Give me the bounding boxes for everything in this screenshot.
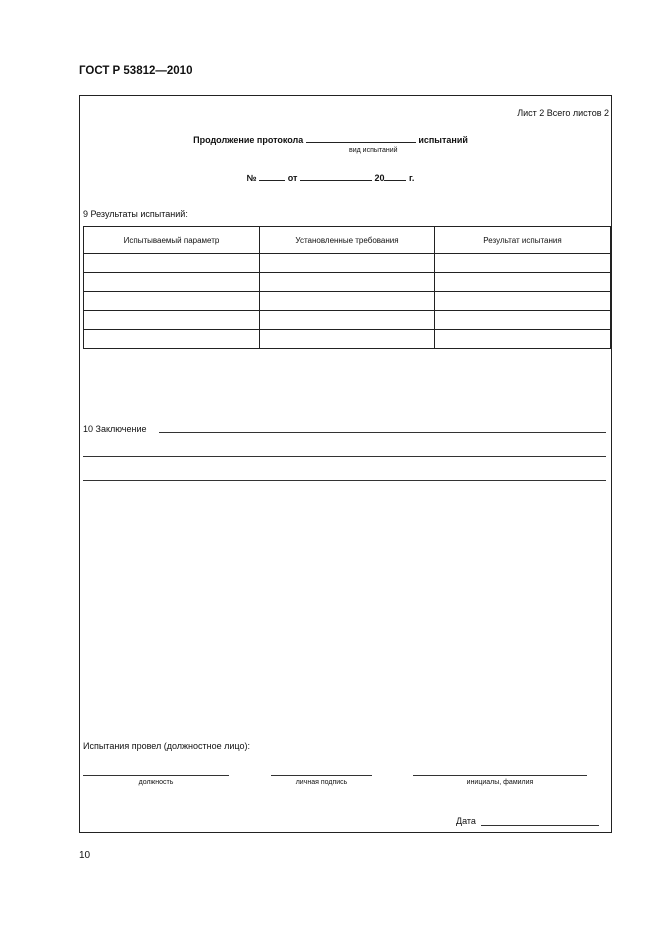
- table-row: [84, 330, 611, 349]
- conclusion-line-3[interactable]: [83, 480, 606, 481]
- sheet-info: Лист 2 Всего листов 2: [517, 108, 609, 118]
- initials-line[interactable]: [413, 775, 587, 776]
- table-row: [84, 273, 611, 292]
- date-label: Дата: [456, 816, 476, 826]
- year-blank[interactable]: [384, 172, 406, 181]
- table-cell[interactable]: [84, 273, 260, 292]
- protocol-title: [0, 134, 661, 145]
- number-label: №: [246, 173, 257, 183]
- section-10-heading: 10 Заключение: [83, 424, 147, 434]
- conclusion-line-1[interactable]: [159, 432, 606, 433]
- column-header-result: Результат испытания: [435, 227, 611, 254]
- date-day-month-blank[interactable]: [300, 172, 372, 181]
- table-cell[interactable]: [84, 254, 260, 273]
- standard-code: ГОСТ Р 53812—2010: [79, 65, 193, 77]
- table-cell[interactable]: [260, 311, 435, 330]
- protocol-title-suffix: испытаний: [418, 135, 468, 145]
- initials-caption: инициалы, фамилия: [466, 779, 534, 786]
- table-row: [84, 292, 611, 311]
- signature-line[interactable]: [271, 775, 372, 776]
- position-caption: должность: [138, 779, 174, 786]
- table-cell[interactable]: [260, 254, 435, 273]
- protocol-number-line: [0, 172, 661, 183]
- table-cell[interactable]: [435, 273, 611, 292]
- section-9-heading: 9 Результаты испытаний:: [83, 209, 188, 219]
- table-cell[interactable]: [84, 292, 260, 311]
- date-line[interactable]: [481, 825, 599, 826]
- table-cell[interactable]: [435, 330, 611, 349]
- from-label: от: [287, 173, 298, 183]
- position-line[interactable]: [83, 775, 229, 776]
- table-cell[interactable]: [435, 254, 611, 273]
- signature-caption: личная подпись: [295, 779, 348, 786]
- table-cell[interactable]: [435, 292, 611, 311]
- tested-by-label: Испытания провел (должностное лицо):: [83, 741, 250, 751]
- page-number: 10: [79, 850, 91, 861]
- year-prefix: 20: [374, 173, 385, 183]
- table-header-row: [84, 227, 611, 254]
- number-blank[interactable]: [259, 172, 285, 181]
- table-cell[interactable]: [260, 292, 435, 311]
- table-cell[interactable]: [84, 330, 260, 349]
- table-cell[interactable]: [435, 311, 611, 330]
- table-row: [84, 254, 611, 273]
- table-cell[interactable]: [260, 273, 435, 292]
- column-header-parameter: Испытываемый параметр: [84, 227, 260, 254]
- protocol-frame: [79, 95, 612, 833]
- table-cell[interactable]: [260, 330, 435, 349]
- table-cell[interactable]: [84, 311, 260, 330]
- conclusion-line-2[interactable]: [83, 456, 606, 457]
- protocol-title-prefix: Продолжение протокола: [193, 135, 304, 145]
- year-suffix: г.: [408, 173, 415, 183]
- results-table: [83, 226, 611, 349]
- test-type-caption: вид испытаний: [349, 147, 398, 154]
- column-header-requirements: Установленные требования: [260, 227, 435, 254]
- test-type-blank[interactable]: [306, 134, 416, 143]
- table-row: [84, 311, 611, 330]
